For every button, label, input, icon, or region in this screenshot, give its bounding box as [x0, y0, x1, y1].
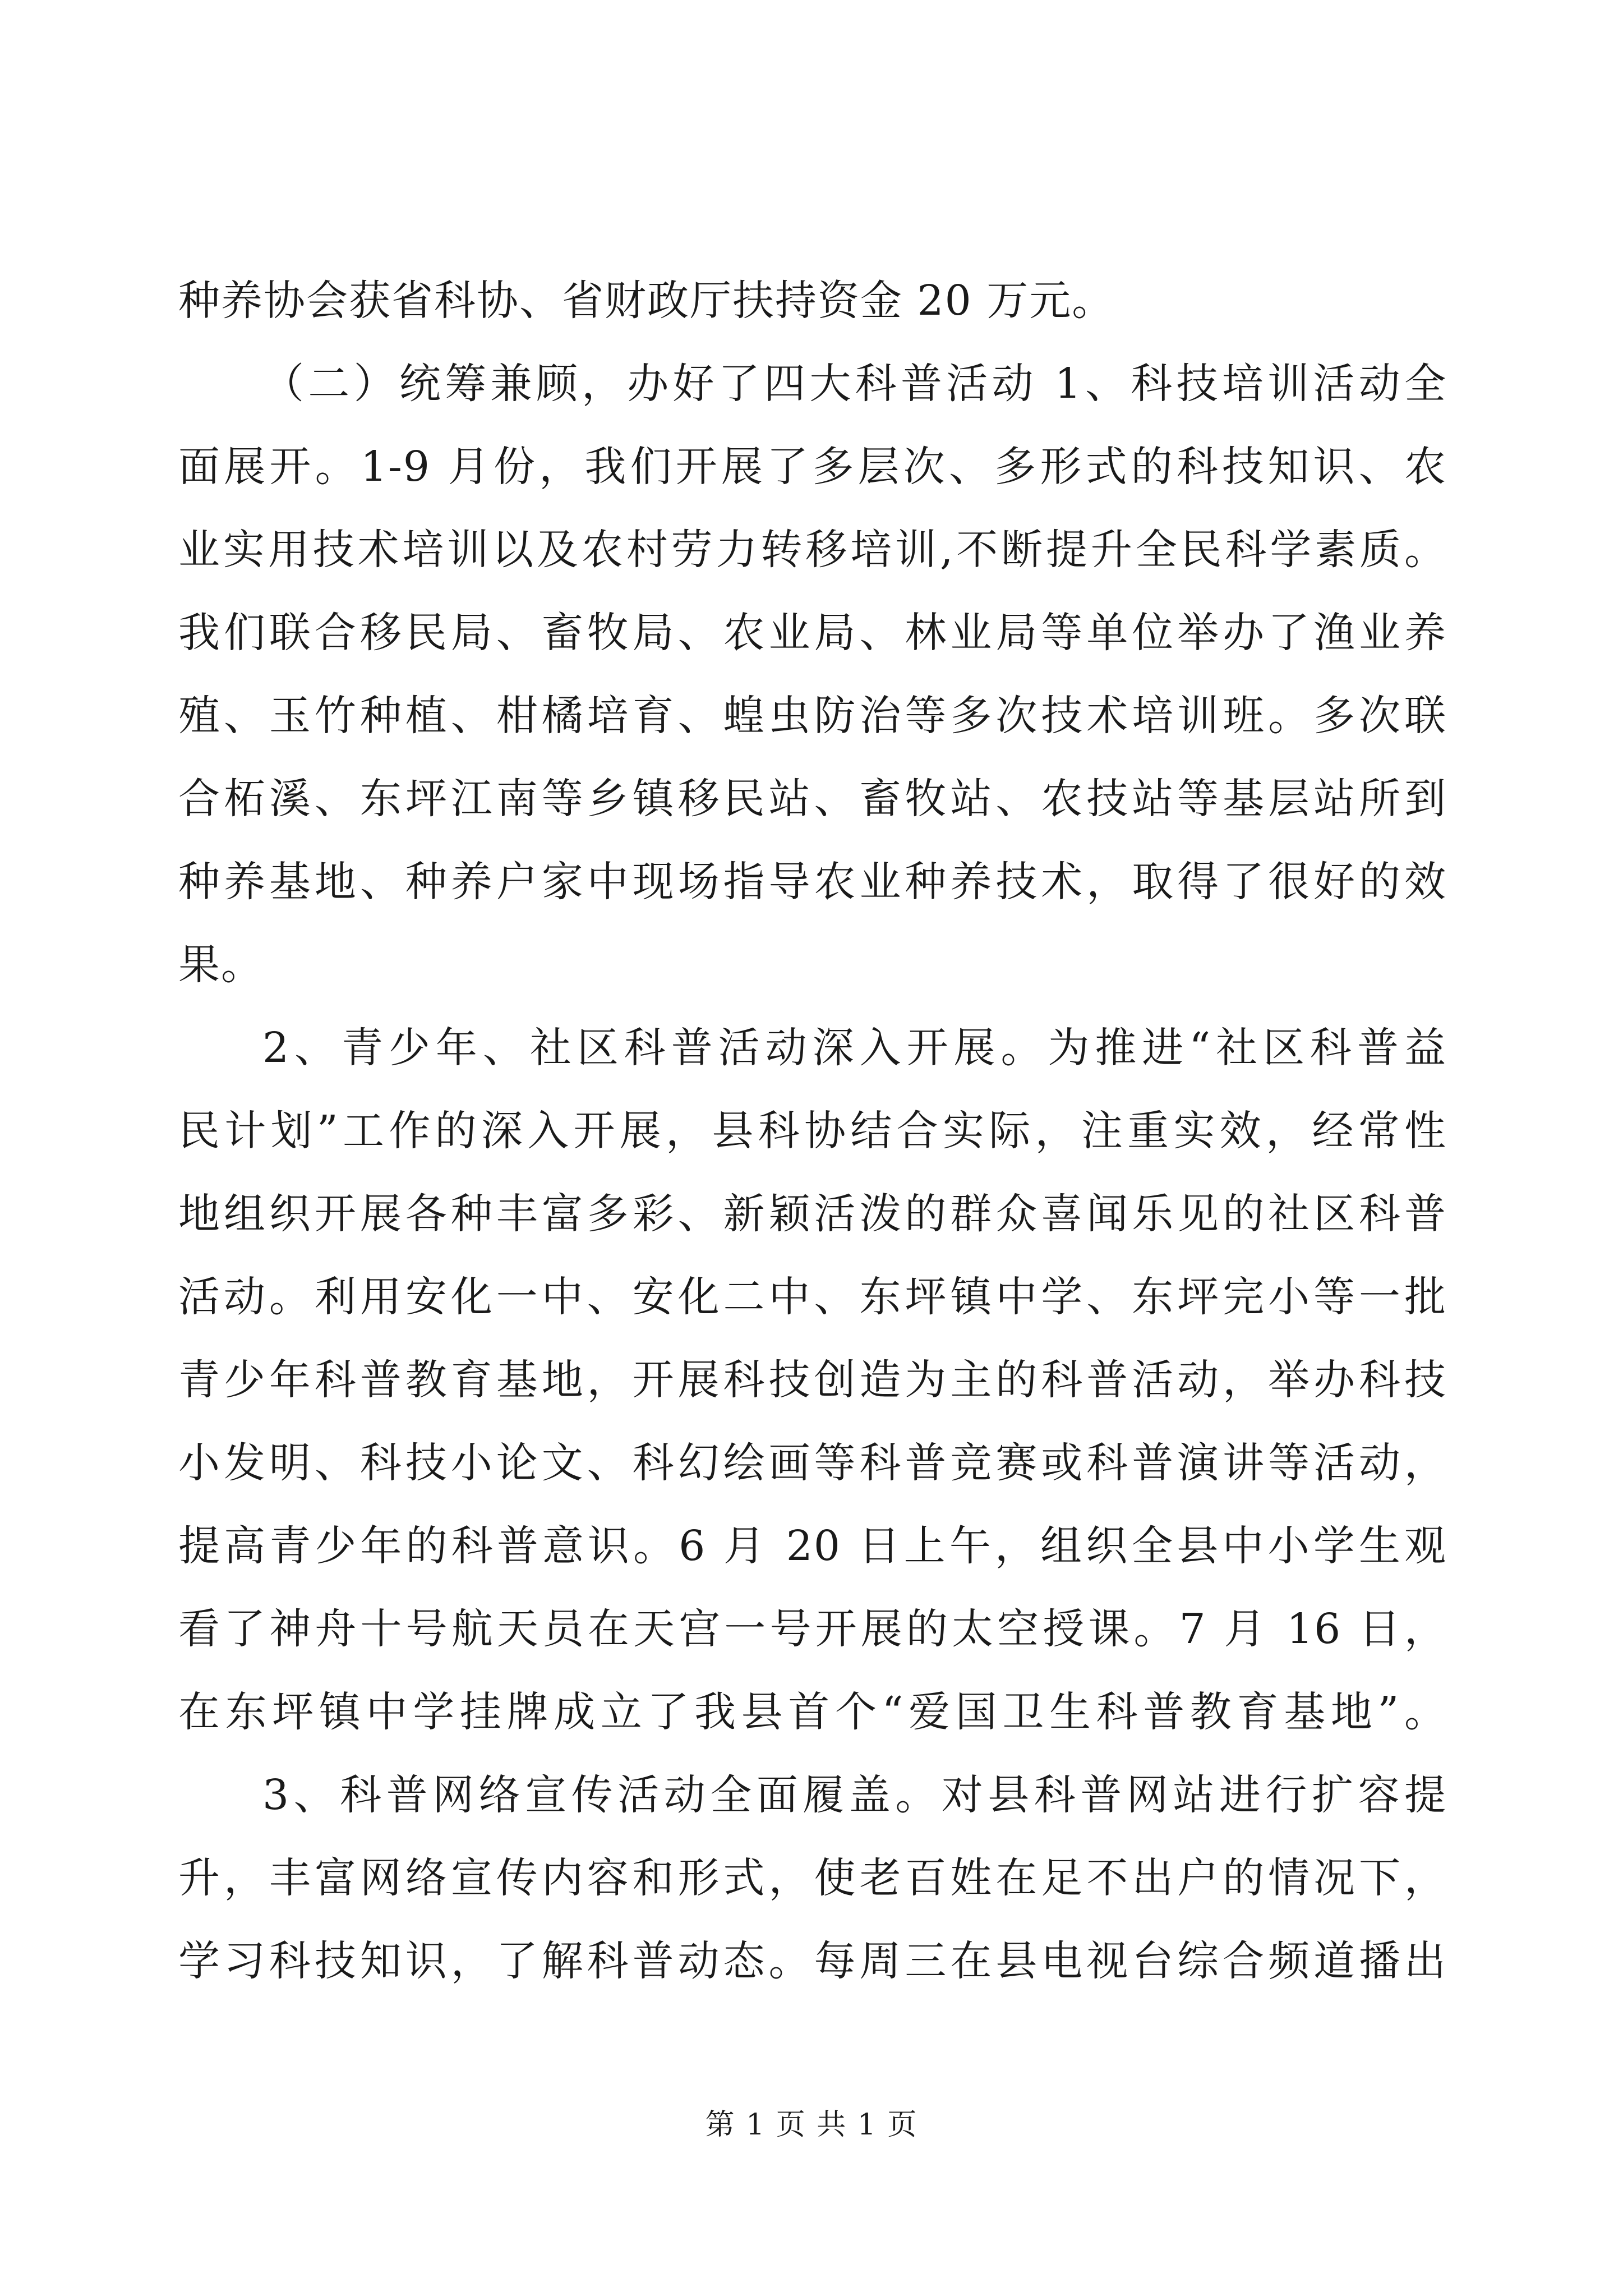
- text-line-10: 2、青少年、社区科普活动深入开展。为推进“社区科普益: [262, 1024, 1447, 1072]
- text-line-7: 合柘溪、东坪江南等乡镇移民站、畜牧站、农技站等基层站所到: [178, 775, 1447, 823]
- text-line-11: 民计划”工作的深入开展，县科协结合实际，注重实效，经常性: [178, 1107, 1447, 1155]
- text-line-20: 升，丰富网络宣传内容和形式，使老百姓在足不出户的情况下，: [178, 1854, 1447, 1902]
- text-line-3: 面展开。1-9 月份，我们开展了多层次、多形式的科技知识、农: [178, 443, 1447, 491]
- text-line-17: 看了神舟十号航天员在天宫一号开展的太空授课。7 月 16 日，: [178, 1605, 1447, 1653]
- text-line-13: 活动。利用安化一中、安化二中、东坪镇中学、东坪完小等一批: [178, 1273, 1447, 1321]
- text-line-8: 种养基地、种养户家中现场指导农业种养技术，取得了很好的效: [178, 858, 1447, 906]
- text-line-6: 殖、玉竹种植、柑橘培育、蝗虫防治等多次技术培训班。多次联: [178, 692, 1447, 740]
- text-line-15: 小发明、科技小论文、科幻绘画等科普竞赛或科普演讲等活动，: [178, 1439, 1447, 1487]
- text-line-4: 业实用技术培训以及农村劳力转移培训,不断提升全民科学素质。: [178, 526, 1447, 574]
- page-footer: 第 1 页 共 1 页: [705, 2108, 918, 2142]
- document-body: [178, 259, 1447, 2003]
- text-line-1: 种养协会获省科协、省财政厅扶持资金 20 万元。: [178, 277, 1115, 325]
- text-line-18: 在东坪镇中学挂牌成立了我县首个“爱国卫生科普教育基地”。: [178, 1688, 1447, 1736]
- text-line-2: （二）统筹兼顾，办好了四大科普活动 1、科技培训活动全: [262, 360, 1447, 408]
- text-line-19: 3、科普网络宣传活动全面履盖。对县科普网站进行扩容提: [262, 1771, 1447, 1819]
- text-line-9: 果。: [178, 941, 264, 989]
- text-line-5: 我们联合移民局、畜牧局、农业局、林业局等单位举办了渔业养: [178, 609, 1447, 657]
- text-line-16: 提高青少年的科普意识。6 月 20 日上午，组织全县中小学生观: [178, 1522, 1447, 1570]
- text-line-14: 青少年科普教育基地，开展科技创造为主的科普活动，举办科技: [178, 1356, 1447, 1404]
- text-line-21: 学习科技知识，了解科普动态。每周三在县电视台综合频道播出: [178, 1937, 1447, 1985]
- text-line-12: 地组织开展各种丰富多彩、新颖活泼的群众喜闻乐见的社区科普: [178, 1190, 1447, 1238]
